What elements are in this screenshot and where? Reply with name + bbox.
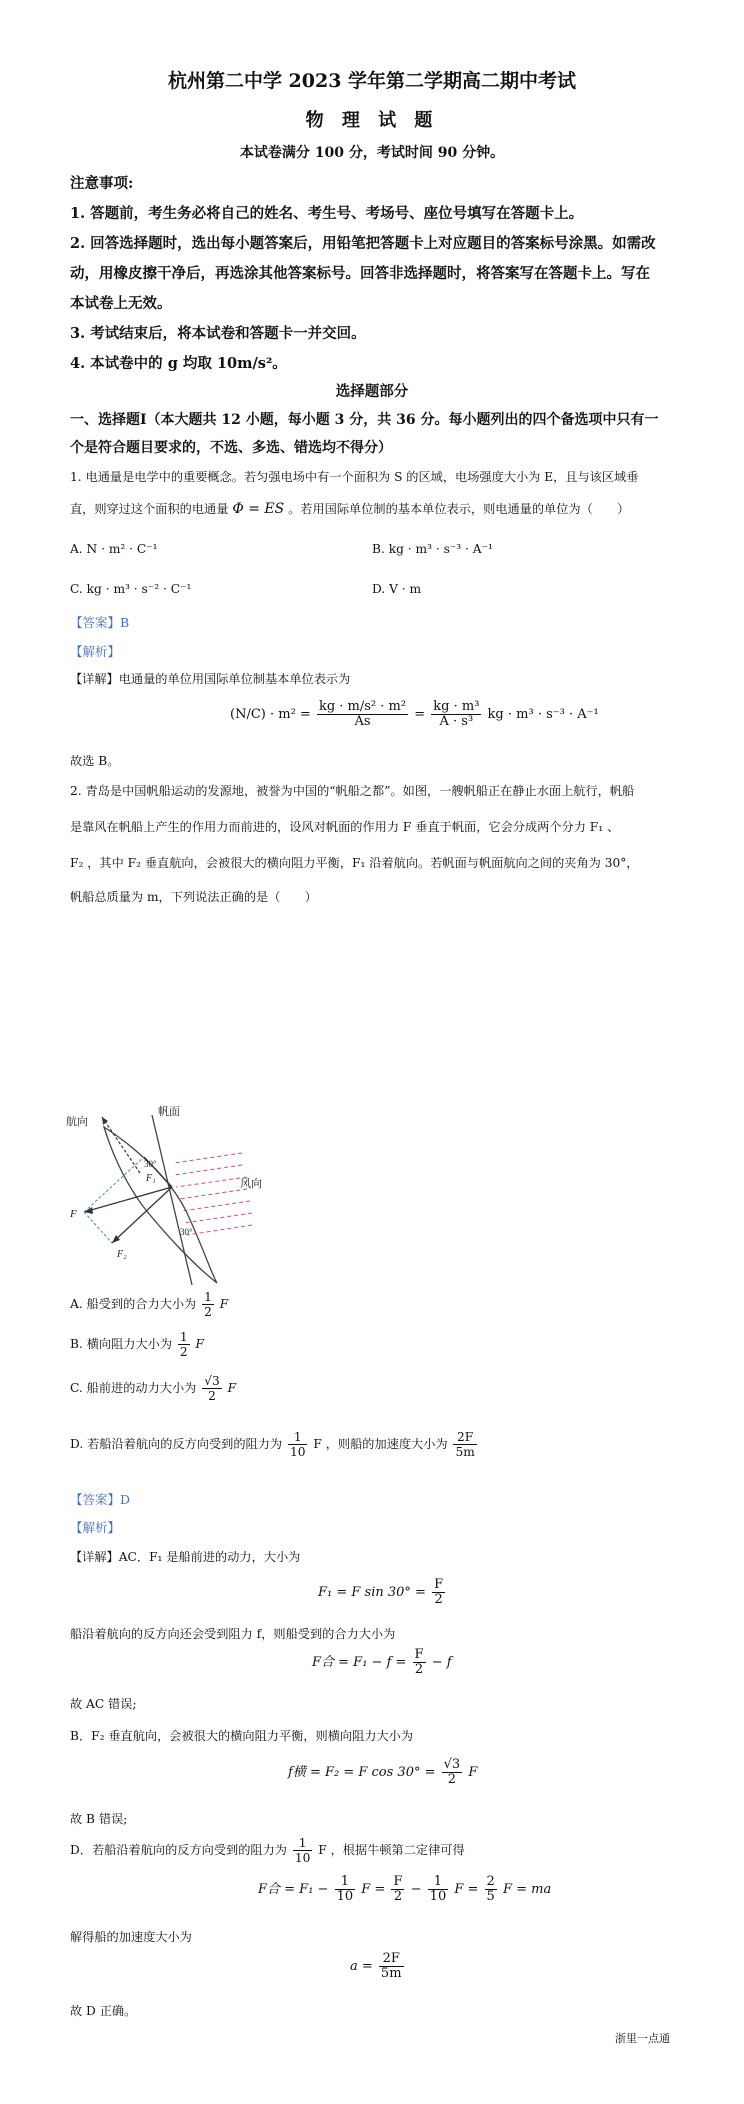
footer-brand: 浙里一点通 (615, 2032, 670, 2045)
option-text: F (195, 1337, 205, 1351)
q2-conclusion: 故 D 正确。 (70, 2004, 137, 2018)
q2-option-d (70, 1430, 479, 1459)
section-part-title: 选择题部分 (335, 383, 409, 400)
option-text: B. 横向阻力大小为 (70, 1337, 173, 1351)
eq-denominator: As (354, 714, 371, 729)
q2-analysis: 【解析】 (70, 1520, 121, 1535)
q1-option-c: C. kg · m³ · s⁻² · C⁻¹ (70, 582, 192, 596)
exam-title: 杭州第二中学 2023 学年第二学期高二期中考试 (167, 70, 577, 92)
note-item: 3. 考试结束后，将本试卷和答题卡一并交回。 (70, 325, 366, 342)
eq-text: F合 = F₁ − (258, 1882, 329, 1897)
sailboat-force-diagram (62, 1105, 277, 1285)
note-item: 本试卷上无效。 (70, 295, 172, 312)
option-text: F (219, 1297, 229, 1311)
section-heading: 个是符合题目要求的，不选、多选、错选均不得分） (70, 440, 392, 456)
frac-num: 1 (179, 1330, 188, 1344)
q2-detail: 故 AC 错误; (70, 1697, 137, 1711)
q2-detail: B．F₂ 垂直航向，会被很大的横向阻力平衡，则横向阻力大小为 (70, 1729, 414, 1743)
q2-option-a (70, 1290, 228, 1319)
section-heading: 一、选择题Ⅰ（本大题共 12 小题，每小题 3 分，共 36 分。每小题列出的四个备选项中只有一 (70, 412, 659, 428)
q1-stem-text: 直，则穿过这个面积的电通量 (70, 502, 229, 516)
q1-answer: 【答案】B (70, 615, 130, 630)
label-F1: F₁ (146, 1173, 156, 1184)
eq-numerator: 1 (428, 1875, 449, 1890)
eq-text: F = (361, 1882, 386, 1897)
subject-title: 物 理 试 题 (305, 110, 439, 131)
frac-den: 5m (455, 1445, 475, 1459)
projection-line (84, 1212, 112, 1243)
q1-analysis: 【解析】 (70, 644, 121, 659)
frac-den: 2 (204, 1305, 212, 1319)
eq-text: F₁ = F sin 30° = (318, 1585, 426, 1600)
eq-numerator: √3 (443, 1757, 461, 1772)
q2-equation-4 (258, 1875, 551, 1904)
eq-numerator: 2F (379, 1952, 404, 1967)
q2-answer: 【答案】D (70, 1492, 131, 1507)
eq-numerator: 2 (486, 1874, 495, 1889)
frac-num: √3 (204, 1374, 220, 1388)
option-text: F ，则船的加速度大小为 (313, 1437, 448, 1451)
eq-denominator: 2 (447, 1772, 457, 1787)
note-item: 4. 本试卷中的 g 均取 10m/s²。 (70, 355, 287, 372)
note-item: 1. 答题前，考生务必将自己的姓名、考生号、考场号、座位号填写在答题卡上。 (70, 205, 584, 222)
eq-numerator: kg · m³ (433, 699, 480, 714)
eq-denominator: A · s³ (439, 714, 474, 729)
eq-text: − f (431, 1655, 452, 1670)
label-wind: 风向 (240, 1178, 262, 1190)
q2-equation-5 (350, 1952, 406, 1981)
eq-numerator: F (414, 1647, 424, 1662)
q2-detail: 【详解】AC．F₁ 是船前进的动力，大小为 (70, 1550, 301, 1564)
frac-den: 2 (208, 1389, 216, 1403)
eq-text: a = (350, 1959, 373, 1974)
q2-option-c (70, 1374, 236, 1403)
q1-conclusion: 故选 B。 (70, 754, 120, 768)
q2-equation-2 (312, 1648, 452, 1677)
q2-detail: 船沿着航向的反方向还会受到阻力 f，则船受到的合力大小为 (70, 1627, 396, 1641)
eq-denominator: 2 (434, 1592, 443, 1607)
eq-text: F = (454, 1882, 479, 1897)
label-sail: 帆面 (158, 1106, 180, 1118)
q2-option-b (70, 1330, 204, 1359)
frac-num: 2F (453, 1430, 476, 1445)
heading-arrow (102, 1117, 140, 1173)
q1-stem-text: 。若用国际单位制的基本单位表示，则电通量的单位为（ ） (288, 502, 630, 516)
eq-text: (N/C) · m² = (230, 707, 311, 722)
eq-text: − (410, 1882, 422, 1897)
option-text: A. 船受到的合力大小为 (70, 1297, 197, 1311)
notes-heading: 注意事项: (70, 175, 134, 192)
q2-stem: 是靠风在帆船上产生的作用力而前进的，设风对帆面的作用力 F 垂直于帆面，它会分成两个分力 F₁ 、 (70, 820, 620, 834)
eq-text: F (468, 1765, 478, 1780)
q1-option-b: B. kg · m³ · s⁻³ · A⁻¹ (372, 542, 493, 556)
eq-text: F合 = F₁ − f = (312, 1655, 407, 1670)
q2-detail: 故 B 错误; (70, 1812, 128, 1826)
eq-denominator: 2 (414, 1662, 424, 1677)
q2-stem: 帆船总质量为 m，下列说法正确的是（ ） (70, 890, 317, 904)
frac-num: 1 (204, 1290, 212, 1304)
exam-info: 本试卷满分 100 分，考试时间 90 分钟。 (239, 145, 505, 161)
q1-stem: 1. 电通量是电学中的重要概念。若匀强电场中有一个面积为 S 的区域，电场强度大小为 E，且与该区域垂 (70, 470, 639, 484)
q2-stem: F₂ ，其中 F₂ 垂直航向，会被很大的横向阻力平衡，F₁ 沿着航向。若帆面与帆面航向之间的夹角为 30°， (70, 856, 639, 870)
eq-numerator: 1 (335, 1875, 356, 1890)
frac-num: 1 (293, 1836, 313, 1851)
label-F: F (70, 1208, 77, 1220)
q1-stem-line2 (70, 500, 629, 518)
q1-equation (230, 700, 599, 729)
eq-text: f横 = F₂ = F cos 30° = (288, 1765, 436, 1780)
eq-numerator: F (434, 1577, 444, 1592)
frac-den: 10 (289, 1445, 306, 1459)
eq-denominator: 2 (393, 1889, 403, 1904)
note-item: 2. 回答选择题时，选出每小题答案后，用铅笔把答题卡上对应题目的答案标号涂黑。如需改 (70, 235, 656, 252)
label-F2: F₂ (117, 1249, 127, 1260)
frac-den: 10 (294, 1851, 311, 1865)
label-angle-1: 30° (144, 1159, 157, 1169)
label-angle-2: 30° (180, 1227, 193, 1237)
q2-stem: 2. 青岛是中国帆船运动的发源地，被誉为中国的“帆船之都”。如图，一艘帆船正在静止水面上航行，帆船 (70, 784, 635, 798)
wind-lines (174, 1153, 252, 1235)
q1-option-a: A. N · m² · C⁻¹ (70, 542, 158, 556)
q2-detail (70, 1836, 465, 1865)
eq-denominator: 10 (429, 1889, 447, 1904)
q2-detail: 解得船的加速度大小为 (70, 1930, 192, 1944)
option-text: C. 船前进的动力大小为 (70, 1381, 197, 1395)
q1-detail: 【详解】电通量的单位用国际单位制基本单位表示为 (70, 672, 351, 686)
eq-text: kg · m³ · s⁻³ · A⁻¹ (487, 707, 599, 722)
label-heading: 航向 (66, 1116, 88, 1128)
q1-option-d: D. V · m (372, 582, 422, 596)
detail-text: F ，根据牛顿第二定律可得 (318, 1843, 465, 1857)
q1-formula: Φ = ES (232, 501, 285, 517)
option-text: D. 若船沿着航向的反方向受到的阻力为 (70, 1437, 283, 1451)
eq-numerator: F (393, 1874, 403, 1889)
eq-numerator: kg · m/s² · m² (318, 699, 407, 714)
note-item: 动，用橡皮擦干净后，再选涂其他答案标号。回答非选择题时，将答案写在答题卡上。写在 (70, 265, 650, 282)
q2-equation-1 (318, 1578, 447, 1607)
eq-denominator: 5m (380, 1966, 402, 1981)
eq-denominator: 10 (336, 1889, 354, 1904)
frac-num: 1 (288, 1430, 308, 1445)
eq-text: = (414, 707, 426, 722)
detail-text: D．若船沿着航向的反方向受到的阻力为 (70, 1843, 287, 1857)
eq-text: F = ma (502, 1882, 552, 1897)
option-text: F (227, 1381, 237, 1395)
frac-den: 2 (179, 1345, 188, 1359)
eq-denominator: 5 (486, 1889, 495, 1904)
q2-equation-3 (288, 1758, 477, 1787)
heading-arrowhead (102, 1117, 108, 1125)
